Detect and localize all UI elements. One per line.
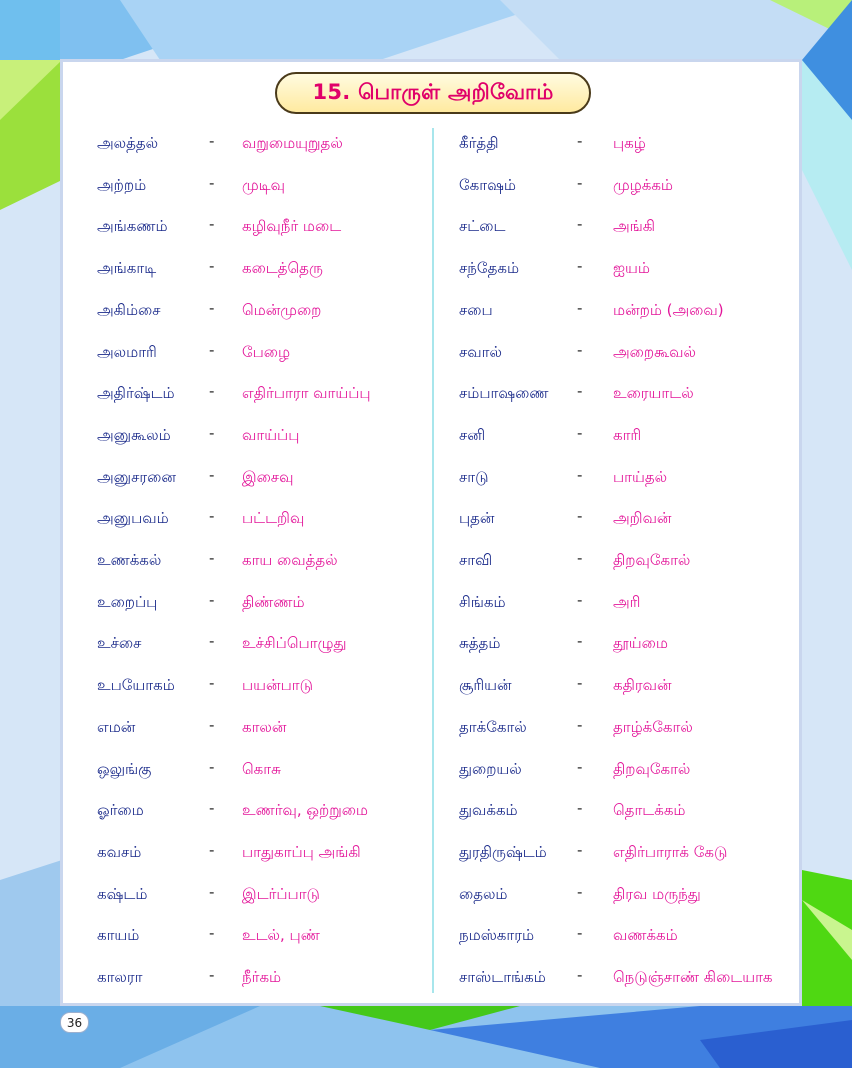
vocab-row: [63, 873, 433, 915]
vocab-word: உணக்கல்: [97, 551, 162, 569]
vocab-word: சபை: [459, 300, 493, 319]
vocab-meaning: அரி: [613, 592, 641, 611]
vocab-meaning: கதிரவன்: [613, 676, 672, 695]
vocab-meaning: வணக்கம்: [613, 926, 678, 945]
vocab-word: துரதிருஷ்டம்: [459, 842, 547, 861]
vocab-row: [435, 456, 805, 498]
vocab-row: [63, 372, 433, 414]
vocab-row: [63, 205, 433, 247]
vocab-word: காலரா: [97, 968, 143, 986]
vocab-row: [435, 748, 805, 790]
vocab-meaning: அறிவன்: [613, 509, 672, 528]
vocab-row: [63, 414, 433, 456]
vocab-word: சாடு: [459, 467, 489, 486]
vocab-row: [435, 622, 805, 664]
vocab-meaning: பயன்பாடு: [242, 676, 313, 695]
page-number: 36: [60, 1012, 89, 1033]
vocab-row: [63, 581, 433, 623]
vocab-row: [63, 497, 433, 539]
vocab-row: [63, 331, 433, 373]
vocab-row: [435, 164, 805, 206]
vocab-meaning: எதிர்பாரா வாய்ப்பு: [242, 384, 371, 403]
vocab-word: கவசம்: [97, 842, 142, 861]
separator-dash: -: [577, 257, 583, 276]
separator-dash: -: [209, 132, 215, 150]
separator-dash: -: [209, 423, 215, 442]
separator-dash: -: [577, 215, 583, 234]
vocab-meaning: நீர்கம்: [242, 968, 282, 986]
separator-dash: -: [577, 340, 583, 359]
separator-dash: -: [209, 340, 215, 359]
vocab-meaning: காய வைத்தல்: [242, 551, 338, 569]
vocab-meaning: எதிர்பாராக் கேடு: [613, 842, 728, 861]
separator-dash: -: [209, 882, 215, 901]
separator-dash: -: [209, 257, 215, 276]
separator-dash: -: [577, 507, 583, 526]
vocab-word: சம்பாஷணை: [459, 384, 549, 403]
title-banner: [275, 72, 591, 114]
separator-dash: -: [209, 173, 215, 192]
vocab-word: உச்சை: [97, 634, 142, 653]
vocab-meaning: உணர்வு, ஒற்றுமை: [242, 801, 369, 820]
vocab-meaning: அறைகூவல்: [613, 342, 696, 361]
separator-dash: -: [209, 382, 215, 401]
vocab-meaning: தொடக்கம்: [613, 801, 686, 820]
page-title: 15. பொருள் அறிவோம்: [312, 79, 554, 104]
vocab-row: [63, 539, 433, 581]
vocab-word: எமன்: [97, 717, 136, 736]
vocab-word: கோஷம்: [459, 175, 516, 194]
vocab-meaning: திறவுகோல்: [613, 759, 691, 778]
separator-dash: -: [577, 298, 583, 317]
separator-dash: -: [577, 674, 583, 693]
vocab-meaning: இடர்ப்பாடு: [242, 884, 320, 903]
separator-dash: -: [209, 549, 215, 567]
vocab-meaning: வாய்ப்பு: [242, 425, 300, 444]
vocab-row: [63, 622, 433, 664]
vocab-meaning: மென்முறை: [242, 300, 322, 319]
vocab-meaning: கொசு: [242, 759, 281, 778]
vocab-row: [435, 956, 805, 998]
vocab-word: ஓர்மை: [97, 801, 144, 820]
separator-dash: -: [209, 215, 215, 234]
separator-dash: -: [577, 757, 583, 776]
vocab-word: சட்டை: [459, 217, 506, 236]
vocab-word: உபயோகம்: [97, 676, 175, 695]
separator-dash: -: [577, 132, 583, 150]
vocab-word: சுத்தம்: [459, 634, 501, 653]
vocab-word: சாஸ்டாங்கம்: [459, 968, 546, 986]
vocab-word: காயம்: [97, 926, 140, 945]
vocab-meaning: உடல், புண்: [242, 926, 320, 945]
separator-dash: -: [209, 465, 215, 484]
vocab-row: [435, 873, 805, 915]
separator-dash: -: [209, 966, 215, 984]
separator-dash: -: [209, 674, 215, 693]
vocab-row: [435, 372, 805, 414]
vocab-word: அனுகூலம்: [97, 425, 171, 444]
vocab-row: [435, 664, 805, 706]
vocab-row: [63, 456, 433, 498]
vocab-meaning: காலன்: [242, 717, 287, 736]
vocab-row: [435, 789, 805, 831]
vocab-meaning: வறுமையுறுதல்: [242, 134, 343, 152]
vocab-row: [63, 664, 433, 706]
vocab-row: [435, 122, 805, 164]
vocab-row: [63, 956, 433, 998]
vocab-word: அங்கணம்: [97, 217, 168, 236]
vocab-meaning: பாதுகாப்பு அங்கி: [242, 842, 361, 861]
vocab-meaning: அங்கி: [613, 217, 656, 236]
separator-dash: -: [577, 173, 583, 192]
vocab-meaning: முழக்கம்: [613, 175, 673, 194]
vocab-meaning: மன்றம் (அவை): [613, 300, 724, 319]
vocab-meaning: பேழை: [242, 342, 291, 361]
vocab-meaning: திறவுகோல்: [613, 551, 691, 569]
separator-dash: -: [577, 715, 583, 734]
vocab-word: அற்றம்: [97, 175, 147, 194]
vocab-row: [435, 914, 805, 956]
separator-dash: -: [577, 465, 583, 484]
vocab-row: [435, 706, 805, 748]
vocab-word: சிங்கம்: [459, 592, 506, 611]
vocab-meaning: கழிவுநீர் மடை: [242, 217, 342, 236]
separator-dash: -: [209, 924, 215, 943]
vocab-row: [435, 539, 805, 581]
separator-dash: -: [209, 298, 215, 317]
vocab-row: [63, 789, 433, 831]
vocab-word: துறையல்: [459, 759, 522, 778]
vocab-word: கஷ்டம்: [97, 884, 148, 903]
vocab-word: அகிம்சை: [97, 300, 161, 319]
vocab-word: கீர்த்தி: [459, 134, 499, 152]
vocab-word: தைலம்: [459, 884, 508, 903]
separator-dash: -: [209, 507, 215, 526]
vocab-word: அனுபவம்: [97, 509, 169, 528]
vocab-meaning: இசைவு: [242, 467, 294, 486]
vocab-meaning: பாய்தல்: [613, 467, 668, 486]
separator-dash: -: [209, 632, 215, 651]
vocab-row: [435, 831, 805, 873]
separator-dash: -: [577, 882, 583, 901]
vocab-word: சவால்: [459, 342, 502, 361]
vocab-word: புதன்: [459, 509, 495, 528]
vocab-row: [63, 122, 433, 164]
separator-dash: -: [577, 590, 583, 609]
vocab-row: [63, 164, 433, 206]
vocab-word: சனி: [459, 425, 486, 444]
vocab-meaning: பட்டறிவு: [242, 509, 305, 528]
vocab-word: ஒலுங்கு: [97, 759, 152, 778]
vocab-word: தாக்கோல்: [459, 717, 527, 736]
vocab-word: அனுசரனை: [97, 467, 176, 486]
vocab-row: [63, 706, 433, 748]
vocab-row: [435, 581, 805, 623]
vocab-meaning: உச்சிப்பொழுது: [242, 634, 347, 653]
vocab-meaning: ஐயம்: [613, 259, 650, 278]
vocab-meaning: தாழ்க்கோல்: [613, 717, 693, 736]
vocab-row: [435, 247, 805, 289]
vocab-row: [63, 748, 433, 790]
separator-dash: -: [209, 840, 215, 859]
vocab-row: [435, 497, 805, 539]
separator-dash: -: [577, 549, 583, 567]
vocab-word: அதிர்ஷ்டம்: [97, 384, 175, 403]
vocab-word: சந்தேகம்: [459, 259, 520, 278]
vocab-meaning: காரி: [613, 425, 642, 444]
separator-dash: -: [577, 924, 583, 943]
separator-dash: -: [577, 382, 583, 401]
separator-dash: -: [577, 966, 583, 984]
vocab-row: [63, 247, 433, 289]
vocab-row: [63, 831, 433, 873]
vocab-word: சாவி: [459, 551, 493, 569]
vocab-word: அங்காடி: [97, 259, 157, 278]
vocab-meaning: திண்ணம்: [242, 592, 305, 611]
vocab-row: [435, 414, 805, 456]
vocab-word: அலமாரி: [97, 342, 157, 361]
vocab-row: [435, 331, 805, 373]
vocab-meaning: திரவ மருந்து: [613, 884, 701, 903]
vocab-meaning: கடைத்தெரு: [242, 259, 323, 278]
vocab-meaning: தூய்மை: [613, 634, 668, 653]
vocab-meaning: முடிவு: [242, 175, 285, 194]
vocab-row: [63, 289, 433, 331]
vocab-word: உறைப்பு: [97, 592, 158, 611]
separator-dash: -: [577, 632, 583, 651]
vocab-row: [435, 289, 805, 331]
vocab-word: அலத்தல்: [97, 134, 159, 152]
separator-dash: -: [577, 423, 583, 442]
vocab-row: [63, 914, 433, 956]
vocab-word: துவக்கம்: [459, 801, 518, 820]
vocab-row: [435, 205, 805, 247]
vocab-meaning: உரையாடல்: [613, 384, 694, 403]
separator-dash: -: [577, 840, 583, 859]
vocab-meaning: நெடுஞ்சாண் கிடையாக: [613, 968, 773, 986]
separator-dash: -: [209, 715, 215, 734]
separator-dash: -: [209, 590, 215, 609]
separator-dash: -: [209, 757, 215, 776]
separator-dash: -: [209, 799, 215, 818]
separator-dash: -: [577, 799, 583, 818]
content-card: [60, 59, 802, 1006]
vocab-word: நமஸ்காரம்: [459, 926, 535, 945]
vocab-word: சூரியன்: [459, 676, 512, 695]
vocab-meaning: புகழ்: [613, 134, 646, 152]
